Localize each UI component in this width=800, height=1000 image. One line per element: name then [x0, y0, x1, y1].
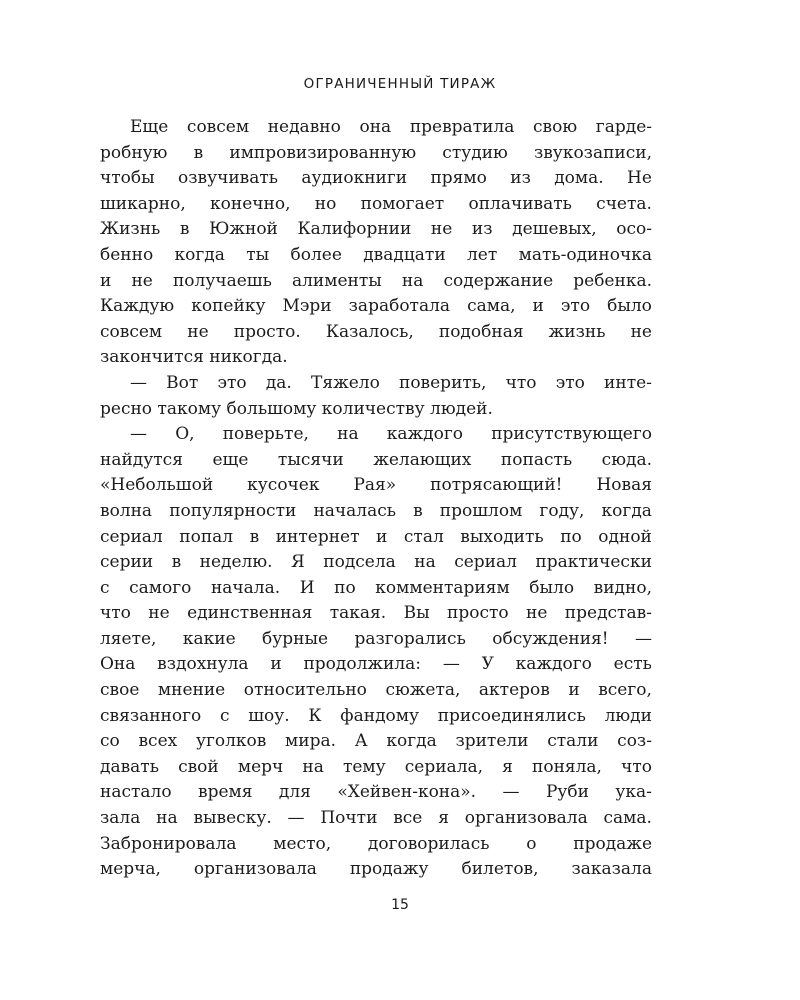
- word: алименты: [291, 270, 382, 291]
- word: Вы: [403, 603, 430, 624]
- word: сама.: [603, 808, 652, 829]
- word: продолжила:: [303, 654, 422, 675]
- word: на: [156, 808, 178, 829]
- word: было: [607, 296, 652, 317]
- word: билетов,: [461, 859, 539, 880]
- word: волна: [100, 500, 153, 521]
- word: просто.: [233, 321, 301, 342]
- text-line: [100, 115, 652, 141]
- word: содержание: [443, 270, 554, 291]
- word: неделю.: [199, 552, 273, 573]
- text-line: [100, 832, 652, 858]
- word: для: [278, 782, 311, 803]
- word: еще: [212, 449, 249, 470]
- word: лет: [467, 244, 498, 265]
- word: О,: [175, 424, 195, 445]
- word: люди: [604, 705, 652, 726]
- word: свою: [533, 117, 578, 137]
- word: каждого: [515, 654, 592, 675]
- word: это: [217, 372, 247, 393]
- word: Каждую: [100, 296, 175, 317]
- word: что: [621, 756, 652, 777]
- word: ты: [246, 244, 270, 265]
- word: не: [430, 219, 453, 240]
- word: самого: [129, 577, 192, 598]
- word: разгорались: [354, 628, 466, 649]
- word: получаешь: [172, 270, 272, 291]
- word: ресно: [100, 398, 153, 419]
- word: договорилась: [367, 833, 490, 854]
- word: сериал: [100, 526, 163, 547]
- text-line: [100, 704, 652, 730]
- word: и: [376, 526, 388, 547]
- word: вздохнула: [157, 654, 249, 675]
- word: и: [100, 270, 112, 291]
- word: аудиокниги: [301, 168, 408, 189]
- word: она: [359, 117, 392, 137]
- word: сюжета,: [385, 680, 461, 701]
- word: продажу: [349, 859, 429, 880]
- page-number: 15: [391, 897, 409, 913]
- word: такая.: [329, 603, 387, 624]
- word: настало: [100, 782, 172, 803]
- word: из: [510, 168, 531, 189]
- word: сериала,: [404, 756, 484, 777]
- word: бенно: [100, 244, 154, 265]
- word: оплачивать: [468, 193, 572, 214]
- word: заказала: [571, 859, 652, 880]
- word: помогает: [360, 193, 445, 214]
- word: К: [308, 705, 322, 726]
- word: У: [481, 654, 494, 675]
- word: и: [532, 296, 544, 317]
- word: Руби: [545, 782, 589, 803]
- word: каждого: [386, 424, 464, 445]
- word: всех: [138, 731, 178, 752]
- word: представ-: [564, 603, 652, 624]
- word: Вот: [166, 372, 199, 393]
- word: да.: [265, 372, 292, 393]
- word: единственная: [187, 603, 313, 624]
- word: и: [270, 654, 282, 675]
- word: Калифорнии: [297, 219, 412, 240]
- word: на: [337, 424, 359, 445]
- word: соз-: [617, 731, 652, 752]
- word: не: [526, 603, 548, 624]
- word: шикарно,: [100, 193, 186, 214]
- word: желающих: [373, 449, 472, 470]
- word: бурные: [262, 628, 329, 649]
- word: присутствующего: [491, 424, 652, 445]
- word: в: [249, 526, 260, 547]
- word: ука-: [615, 782, 652, 803]
- word: это: [555, 372, 585, 393]
- word: конечно,: [210, 193, 291, 214]
- word: когда: [386, 731, 437, 752]
- word: двадцати: [363, 244, 446, 265]
- word: и: [568, 680, 580, 701]
- word: с: [219, 705, 230, 726]
- word: со: [100, 731, 120, 752]
- word: Не: [627, 168, 652, 189]
- word: осо-: [616, 219, 652, 240]
- text-line: [100, 627, 652, 653]
- word: такому: [157, 398, 222, 419]
- word: было: [529, 577, 575, 598]
- word: зрители: [455, 731, 529, 752]
- word: попасть: [500, 449, 573, 470]
- word: связанного: [100, 705, 202, 726]
- text-line: [100, 678, 652, 704]
- word: есть: [613, 654, 652, 675]
- text-line: [100, 550, 652, 576]
- word: превратила: [409, 117, 515, 137]
- word: что: [100, 603, 131, 624]
- word: в: [413, 500, 423, 521]
- word: организовала: [193, 859, 317, 880]
- text-line: [100, 141, 652, 167]
- word: подобная: [438, 321, 524, 342]
- text-line: [100, 576, 652, 602]
- word: Почти: [320, 808, 378, 829]
- word: начала.: [210, 577, 281, 598]
- word: не: [187, 321, 209, 342]
- word: озвучивать: [178, 168, 279, 189]
- word: по: [334, 577, 356, 598]
- word: году,: [539, 500, 585, 521]
- word: на: [401, 270, 424, 291]
- word: «Небольшой: [100, 475, 214, 496]
- word: —: [502, 782, 520, 803]
- word: сама,: [467, 296, 516, 317]
- text-line: [100, 320, 652, 346]
- word: ребенка.: [573, 270, 652, 291]
- word: гарде-: [595, 117, 652, 137]
- word: кусочек: [247, 475, 320, 496]
- word: —: [130, 372, 147, 393]
- word: никогда.: [209, 347, 288, 368]
- word: студию: [442, 142, 508, 163]
- word: Южной: [209, 219, 278, 240]
- word: шоу.: [248, 705, 290, 726]
- word: стал: [403, 526, 444, 547]
- word: Казалось,: [325, 321, 414, 342]
- word: серии: [100, 552, 154, 573]
- word: давать: [100, 756, 159, 777]
- word: не: [148, 603, 170, 624]
- word: с: [100, 577, 110, 598]
- word: вывеску.: [193, 808, 272, 829]
- word: количеству: [321, 398, 425, 419]
- word: о: [526, 833, 537, 854]
- word: организовала: [464, 808, 588, 829]
- word: фандому: [340, 705, 419, 726]
- text-line: [100, 269, 652, 295]
- word: недавно: [267, 117, 341, 137]
- word: чтобы: [100, 168, 155, 189]
- word: ляете,: [100, 628, 157, 649]
- word: все: [393, 808, 423, 829]
- text-line: [100, 397, 652, 423]
- word: подсела: [323, 552, 396, 573]
- word: совсем: [186, 117, 250, 137]
- text-line: [100, 294, 652, 320]
- word: инте-: [604, 372, 652, 393]
- word: из: [471, 219, 493, 240]
- word: заработала: [348, 296, 451, 317]
- word: практически: [535, 552, 652, 573]
- word: робную: [100, 142, 168, 163]
- word: выходить: [460, 526, 544, 547]
- word: большому: [226, 398, 317, 419]
- word: какие: [182, 628, 236, 649]
- text-line: [100, 755, 652, 781]
- word: дома.: [554, 168, 604, 189]
- word: Новая: [596, 475, 652, 496]
- word: продаже: [573, 833, 652, 854]
- running-header: ОГРАНИЧЕННЫЙ ТИРАЖ: [303, 76, 497, 92]
- word: людей.: [430, 398, 493, 419]
- word: «Хейвен-кона».: [337, 782, 477, 803]
- word: Мэри: [282, 296, 332, 317]
- text-line: [100, 473, 652, 499]
- word: на: [414, 552, 436, 573]
- word: свое: [100, 680, 140, 701]
- text-line: [100, 243, 652, 269]
- word: прошлом: [439, 500, 523, 521]
- word: Жизнь: [100, 219, 161, 240]
- word: популярности: [169, 500, 297, 521]
- word: когда: [174, 244, 225, 265]
- word: в: [193, 142, 204, 163]
- word: свой: [178, 756, 219, 777]
- word: Тяжело: [311, 372, 380, 393]
- word: Забронировала: [100, 833, 237, 854]
- word: импровизированную: [229, 142, 417, 163]
- word: сюда.: [601, 449, 652, 470]
- word: тысячи: [277, 449, 344, 470]
- word: потрясающий!: [430, 475, 563, 496]
- text-line: [100, 448, 652, 474]
- text-line: [100, 499, 652, 525]
- text-line: [100, 806, 652, 832]
- word: поняла,: [532, 756, 602, 777]
- word: комментариям: [375, 577, 510, 598]
- word: более: [290, 244, 342, 265]
- word: это: [560, 296, 591, 317]
- word: но: [314, 193, 337, 214]
- word: на: [302, 756, 324, 777]
- word: Рая»: [353, 475, 397, 496]
- word: я: [438, 808, 449, 829]
- word: не: [630, 321, 652, 342]
- word: в: [171, 552, 182, 573]
- word: по: [560, 526, 582, 547]
- word: когда: [601, 500, 652, 521]
- word: закончится: [100, 347, 204, 368]
- word: время: [198, 782, 253, 803]
- text-line: [100, 422, 652, 448]
- text-line: [100, 780, 652, 806]
- word: поверьте,: [222, 424, 309, 445]
- word: —: [287, 808, 305, 829]
- text-line: [100, 166, 652, 192]
- word: совсем: [100, 321, 163, 342]
- word: поверить,: [398, 372, 487, 393]
- word: найдутся: [100, 449, 183, 470]
- text-line: [100, 601, 652, 627]
- word: стали: [547, 731, 599, 752]
- word: зала: [100, 808, 141, 829]
- word: присоединялись: [437, 705, 586, 726]
- word: мерч: [237, 756, 284, 777]
- word: дешевых,: [512, 219, 597, 240]
- word: интернет: [275, 526, 360, 547]
- word: в: [179, 219, 190, 240]
- text-line: [100, 345, 652, 371]
- word: не: [131, 270, 153, 291]
- word: прямо: [430, 168, 487, 189]
- word: одной: [598, 526, 652, 547]
- word: жизнь: [548, 321, 606, 342]
- word: Она: [100, 654, 136, 675]
- word: счета.: [596, 193, 652, 214]
- word: мать-одиночка: [518, 244, 652, 265]
- word: Я: [291, 552, 305, 573]
- word: место,: [273, 833, 332, 854]
- word: звукозаписи,: [533, 142, 652, 163]
- word: видно,: [593, 577, 652, 598]
- word: —: [130, 424, 147, 445]
- text-line: [100, 652, 652, 678]
- word: я: [502, 756, 513, 777]
- word: И: [299, 577, 315, 598]
- word: попал: [179, 526, 234, 547]
- text-line: [100, 371, 652, 397]
- word: Еще: [130, 117, 169, 137]
- text-line: [100, 525, 652, 551]
- word: началась: [313, 500, 396, 521]
- word: —: [635, 628, 652, 649]
- word: уголков: [195, 731, 267, 752]
- word: тему: [342, 756, 386, 777]
- text-line: [100, 729, 652, 755]
- word: копейку: [191, 296, 266, 317]
- word: просто: [447, 603, 509, 624]
- text-line: [100, 857, 652, 883]
- word: мерча,: [100, 859, 161, 880]
- word: А: [354, 731, 368, 752]
- word: —: [442, 654, 460, 675]
- word: актеров: [478, 680, 550, 701]
- word: обсуждения!: [492, 628, 609, 649]
- word: относительно: [243, 680, 367, 701]
- word: всего,: [598, 680, 652, 701]
- word: мира.: [285, 731, 337, 752]
- word: сериал: [454, 552, 517, 573]
- word: мнение: [157, 680, 226, 701]
- text-line: [100, 217, 652, 243]
- body-text: [100, 115, 652, 883]
- word: что: [505, 372, 537, 393]
- text-line: [100, 192, 652, 218]
